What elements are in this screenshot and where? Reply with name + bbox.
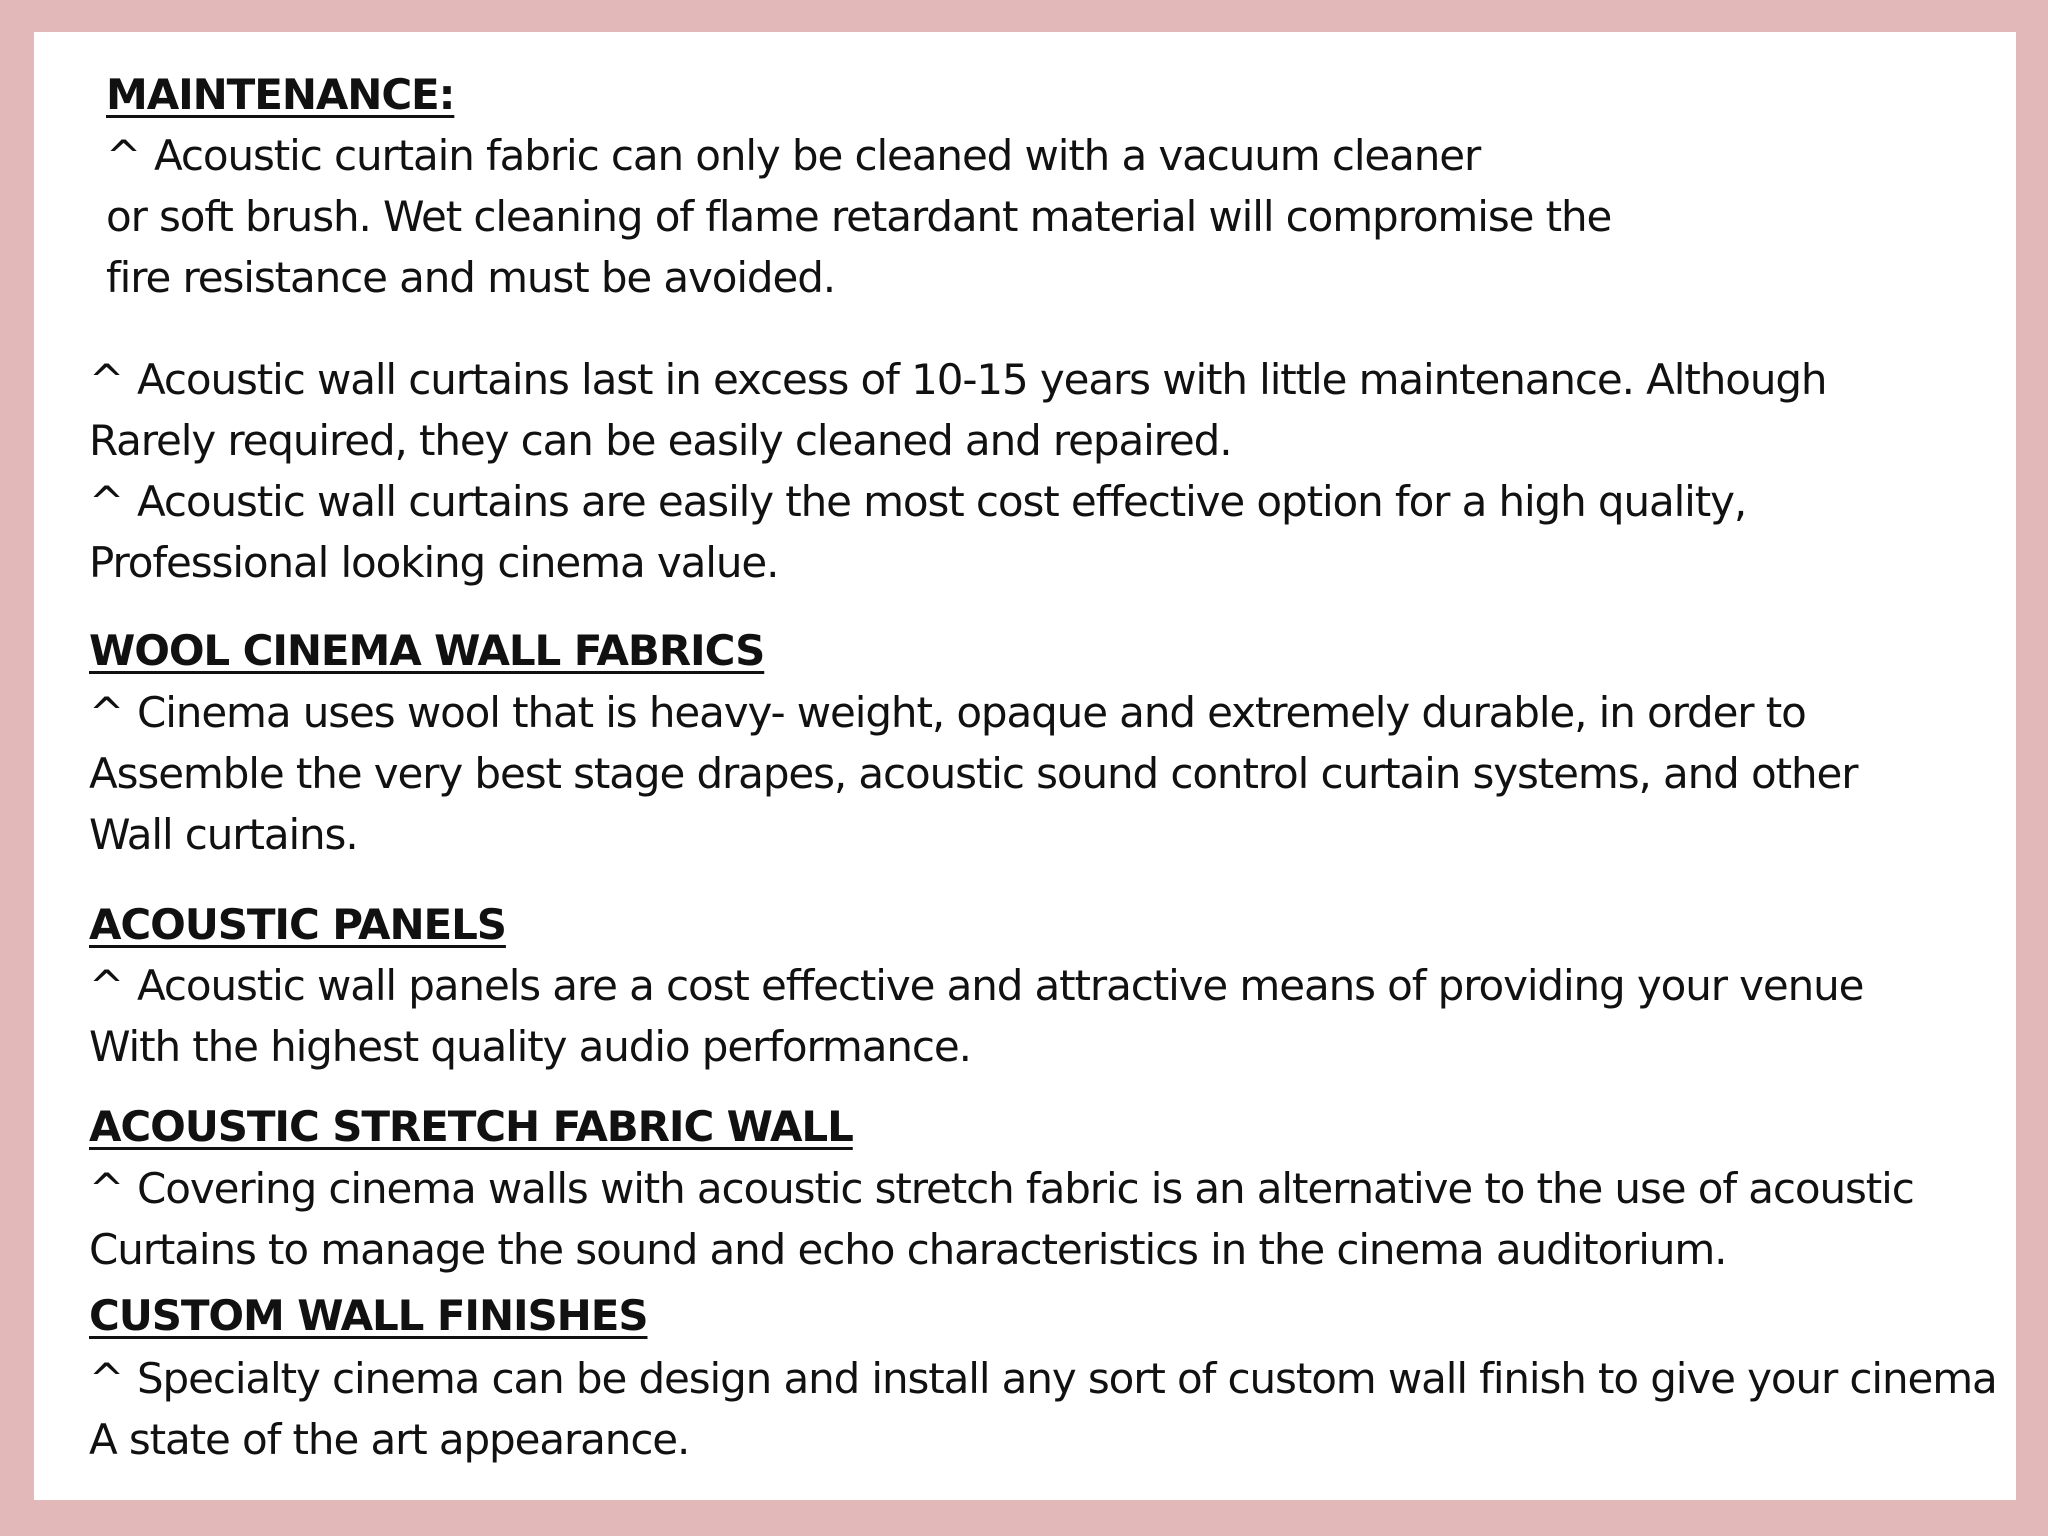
bullet-wool [89,682,1857,865]
heading-text: CUSTOM WALL FINISHES [89,1291,648,1340]
bullet-cleaning [106,125,1611,308]
heading-text: ACOUSTIC STRETCH FABRIC WALL [89,1102,853,1151]
bullet-line: Assemble the very best stage drapes, acoustic sound control curtain systems, and other [89,749,1858,798]
bullet-line: Curtains to manage the sound and echo characteristics in the cinema auditorium. [89,1225,1727,1274]
section-heading-stretch-fabric [89,1096,853,1157]
heading-text: ACOUSTIC PANELS [89,900,506,949]
section-heading-panels [89,894,506,955]
section-heading-maintenance [106,64,454,125]
bullet-line: fire resistance and must be avoided. [106,253,836,302]
bullet-line: Rarely required, they can be easily cleaned and repaired. [89,416,1232,465]
bullet-line: ^ Covering cinema walls with acoustic stretch fabric is an alternative to the use of acoustic [89,1158,1914,1219]
bullet-line: ^ Acoustic wall curtains are easily the most cost effective option for a high quality, [89,471,1746,532]
document-page [34,32,2016,1500]
section-heading-wool [89,620,764,681]
bullet-stretch-fabric [89,1158,1914,1280]
bullet-line: ^ Cinema uses wool that is heavy- weight, opaque and extremely durable, in order to [89,682,1857,743]
caret-marker: ^ [89,688,124,737]
section-heading-custom-finishes [89,1285,647,1346]
caret-marker: ^ [89,1354,124,1403]
caret-marker: ^ [89,961,124,1010]
bullet-line: Professional looking cinema value. [89,538,779,587]
bullet-cost-effective [89,471,1746,593]
heading-text: WOOL CINEMA WALL FABRICS [89,626,765,675]
caret-marker: ^ [89,355,124,404]
caret-marker: ^ [89,1164,124,1213]
bullet-custom-finishes [89,1348,1997,1470]
caret-marker: ^ [106,131,141,180]
bullet-line: ^ Acoustic wall panels are a cost effective and attractive means of providing your venue [89,955,1863,1016]
heading-text: MAINTENANCE: [106,70,455,119]
bullet-line: or soft brush. Wet cleaning of flame retardant material will compromise the [106,192,1612,241]
bullet-line: With the highest quality audio performance. [89,1022,971,1071]
bullet-lifespan [89,349,1826,471]
bullet-line: Wall curtains. [89,810,358,859]
bullet-line: ^ Acoustic curtain fabric can only be cleaned with a vacuum cleaner [106,125,1611,186]
caret-marker: ^ [89,477,124,526]
bullet-line: A state of the art appearance. [89,1415,690,1464]
bullet-line: ^ Acoustic wall curtains last in excess of 10-15 years with little maintenance. Although [89,349,1826,410]
bullet-line: ^ Specialty cinema can be design and install any sort of custom wall finish to give your cinema [89,1348,1997,1409]
bullet-panels [89,955,1863,1077]
